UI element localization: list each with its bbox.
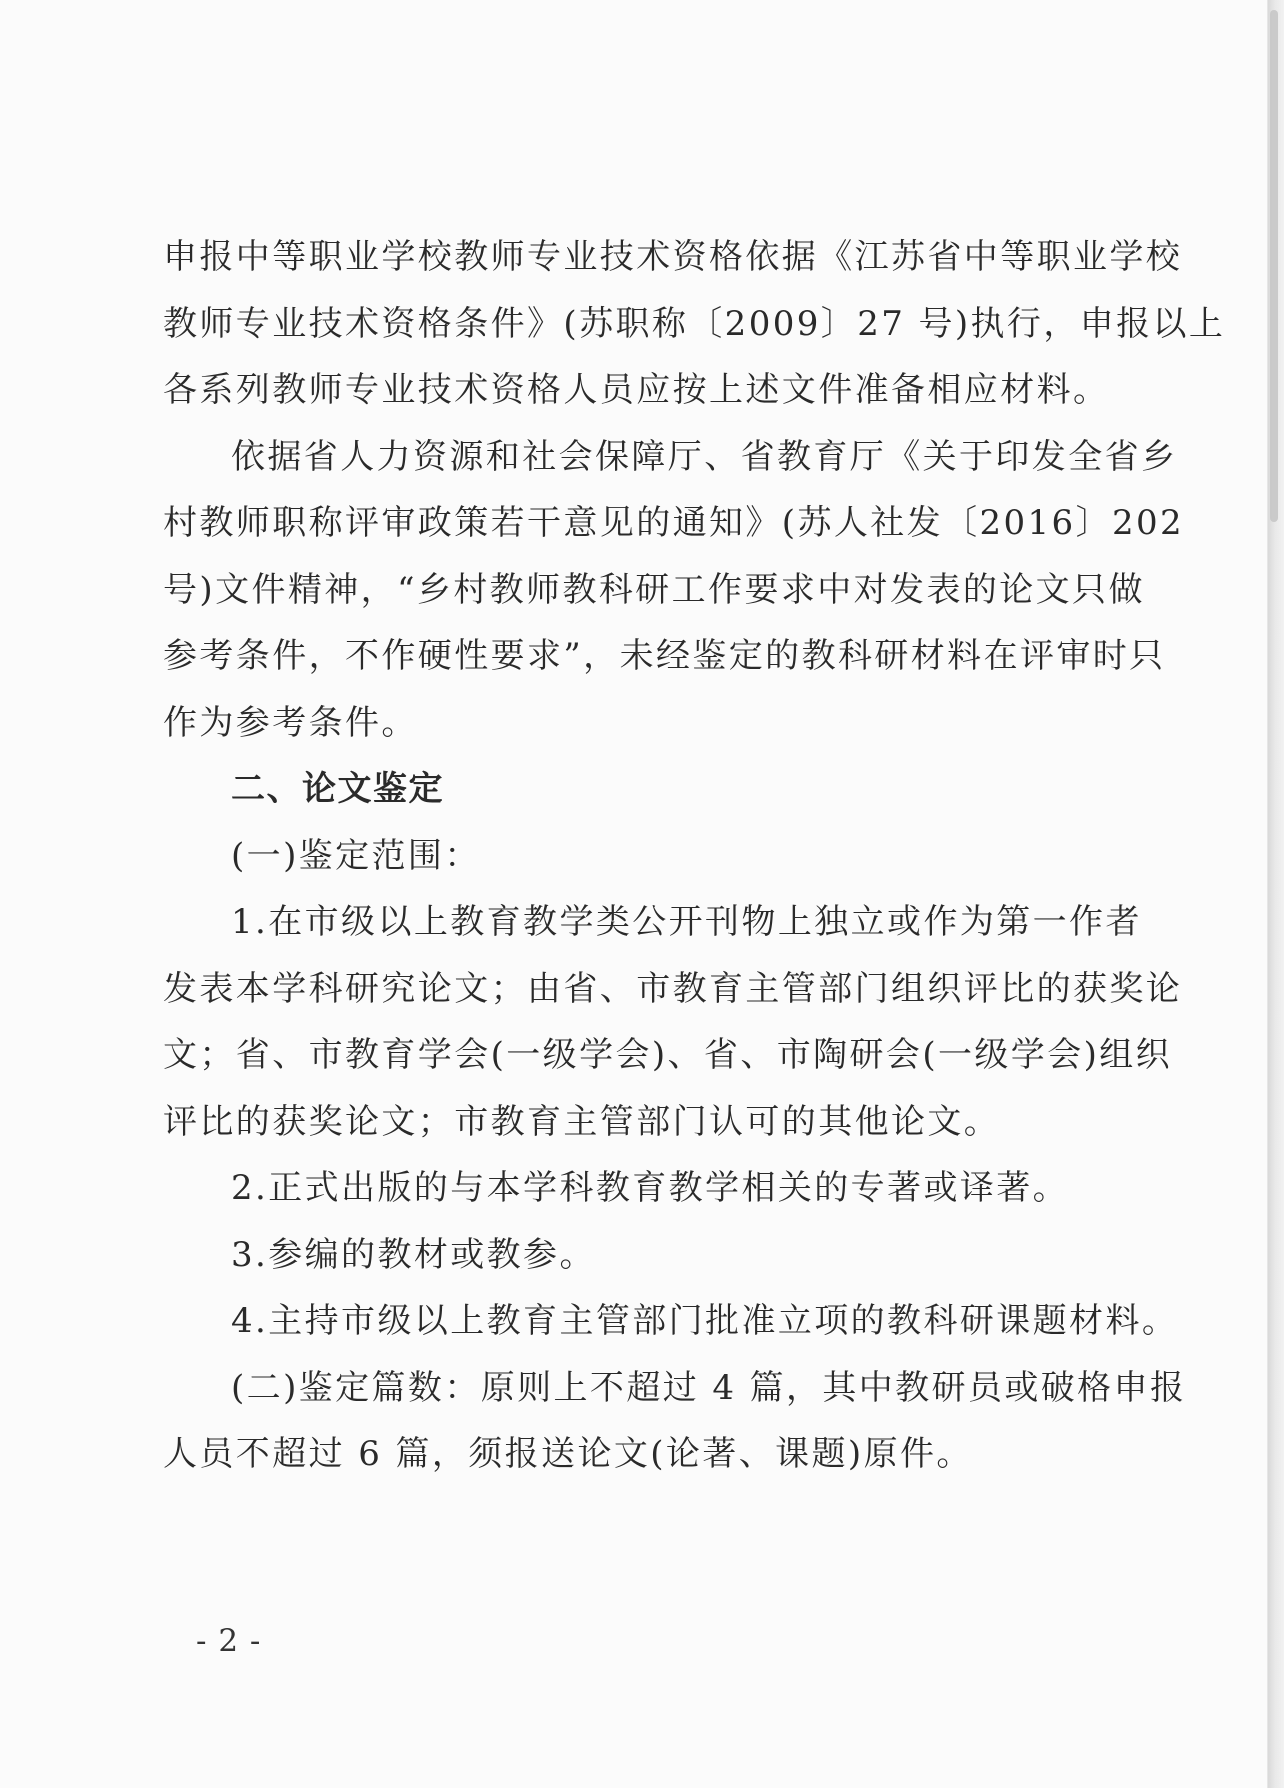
paragraph-line: 号)文件精神，“乡村教师教科研工作要求中对发表的论文只做 <box>163 569 1145 610</box>
paragraph-line: 教师专业技术资格条件》(苏职称〔2009〕27 号)执行，申报以上 <box>163 303 1226 344</box>
paragraph-line: 各系列教师专业技术资格人员应按上述文件准备相应材料。 <box>163 370 1110 410</box>
list-item-line: 1.在市级以上教育教学类公开刊物上独立或作为第一作者 <box>231 902 1142 942</box>
page-number: - 2 - <box>196 1623 262 1659</box>
list-item-line: 评比的获奖论文；市教育主管部门认可的其他论文。 <box>163 1101 1001 1142</box>
paragraph-line: 村教师职称评审政策若干意见的通知》(苏人社发〔2016〕202 <box>163 503 1185 543</box>
subheading-line: (二)鉴定篇数：原则上不超过 4 篇，其中教研员或破格申报 <box>231 1367 1187 1408</box>
paragraph-line: 作为参考条件。 <box>163 702 418 743</box>
section-heading: 二、论文鉴定 <box>231 769 444 809</box>
document-body <box>163 224 1226 1488</box>
vertical-scrollbar[interactable] <box>1270 10 1278 522</box>
paragraph-line: 申报中等职业学校教师专业技术资格依据《江苏省中等职业学校 <box>163 237 1183 277</box>
paragraph-line: 人员不超过 6 篇，须报送论文(论著、课题)原件。 <box>163 1434 973 1474</box>
list-item-line: 3.参编的教材或教参。 <box>231 1234 596 1275</box>
paragraph-line: 依据省人力资源和社会保障厅、省教育厅《关于印发全省乡 <box>231 436 1178 477</box>
list-item-line: 发表本学科研究论文；由省、市教育主管部门组织评比的获奖论 <box>163 968 1183 1009</box>
list-item-line: 4.主持市级以上教育主管部门批准立项的教科研课题材料。 <box>231 1301 1179 1341</box>
paragraph-line: 参考条件，不作硬性要求”，未经鉴定的教科研材料在评审时只 <box>163 636 1166 676</box>
list-item-line: 2.正式出版的与本学科教育教学相关的专著或译著。 <box>231 1168 1070 1208</box>
subheading-line: (一)鉴定范围： <box>231 835 481 876</box>
list-item-line: 文；省、市教育学会(一级学会)、省、市陶研会(一级学会)组织 <box>163 1035 1173 1075</box>
